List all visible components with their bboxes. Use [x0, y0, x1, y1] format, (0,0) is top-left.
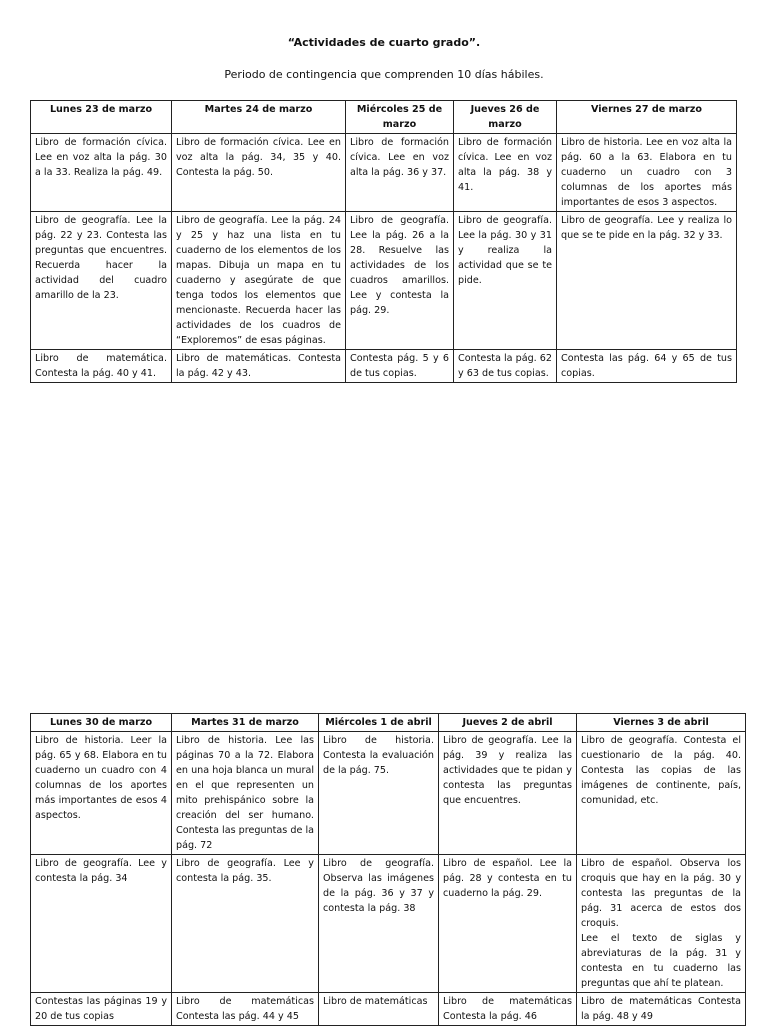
activity-cell: Contesta la pág. 62 y 63 de tus copias. [454, 350, 557, 383]
day-header: Jueves 26 de marzo [454, 101, 557, 134]
table-row [31, 993, 746, 1026]
activity-cell: Libro de geografía. Lee y contesta la pág. 35. [172, 855, 319, 993]
table-row [31, 212, 737, 350]
day-header: Miércoles 25 de marzo [346, 101, 454, 134]
activity-cell: Libro de geografía. Lee y contesta la pág. 34 [31, 855, 172, 993]
activity-cell: Libro de matemáticas Contesta las pág. 44 y 45 [172, 993, 319, 1026]
activity-cell: Libro de geografía. Lee la pág. 30 y 31 y realiza la actividad que se te pide. [454, 212, 557, 350]
activity-cell: Libro de geografía. Contesta el cuestionario de la pág. 40. Contesta las copias de las imágenes de continente, país, comunidad, etc. [577, 732, 746, 855]
activity-cell: Libro de historia. Lee en voz alta la pág. 60 a la 63. Elabora en tu cuaderno un cuadro con 3 columnas de los aportes más importantes de esos 3 aspectos. [557, 134, 737, 212]
activity-cell: Libro de geografía. Lee la pág. 39 y realiza las actividades que te pidan y contesta las preguntas que encuentres. [439, 732, 577, 855]
document-subtitle: Periodo de contingencia que comprenden 10 días hábiles. [224, 68, 544, 81]
day-header: Viernes 27 de marzo [557, 101, 737, 134]
schedule-table-week-1 [30, 100, 737, 383]
activity-cell: Libro de formación cívica. Lee en voz alta la pág. 30 a la 33. Realiza la pág. 49. [31, 134, 172, 212]
day-header: Jueves 2 de abril [439, 714, 577, 732]
header-row [31, 714, 746, 732]
activity-cell: Libro de formación cívica. Lee en voz alta la pág. 34, 35 y 40. Contesta la pág. 50. [172, 134, 346, 212]
activity-cell: Libro de español. Lee la pág. 28 y contesta en tu cuaderno la pág. 29. [439, 855, 577, 993]
activity-cell: Libro de geografía. Observa las imágenes de la pág. 36 y 37 y contesta la pág. 38 [319, 855, 439, 993]
activity-cell: Libro de geografía. Lee la pág. 24 y 25 y haz una lista en tu cuaderno de los elementos de los mapas. Dibuja un mapa en tu cuaderno y asegúrate de que tenga todos los elementos que mencionaste. Recuerda hacer las actividades de los cuadros de “Exploremos” de esas páginas. [172, 212, 346, 350]
day-header: Miércoles 1 de abril [319, 714, 439, 732]
activity-cell: Libro de matemática. Contesta la pág. 40 y 41. [31, 350, 172, 383]
activity-cell: Libro de historia. Contesta la evaluación de la pág. 75. [319, 732, 439, 855]
day-header: Martes 24 de marzo [172, 101, 346, 134]
activity-cell: Libro de historia. Lee las páginas 70 a la 72. Elabora en una hoja blanca un mural en el que representen un mito prehispánico sobre la creación del ser humano. Contesta las preguntas de la pág. 72 [172, 732, 319, 855]
activity-cell: Libro de matemáticas Contesta la pág. 46 [439, 993, 577, 1026]
document-title: “Actividades de cuarto grado”. [287, 36, 481, 49]
activity-cell: Libro de matemáticas Contesta la pág. 48 y 49 [577, 993, 746, 1026]
table-row [31, 732, 746, 855]
schedule-table-week-2 [30, 713, 746, 1026]
table-row [31, 855, 746, 993]
activity-cell: Libro de español. Observa los croquis que hay en la pág. 30 y contesta las preguntas de la pág. 31 acerca de estos dos croquis. Lee el texto de siglas y abreviaturas de la pág. 31 y contesta en tu cuaderno las preguntas que ahí te platean. [577, 855, 746, 993]
activity-cell: Contesta las pág. 64 y 65 de tus copias. [557, 350, 737, 383]
day-header: Viernes 3 de abril [577, 714, 746, 732]
activity-cell: Contesta pág. 5 y 6 de tus copias. [346, 350, 454, 383]
activity-cell: Libro de matemáticas [319, 993, 439, 1026]
table-row [31, 350, 737, 383]
day-header: Lunes 23 de marzo [31, 101, 172, 134]
table-row [31, 134, 737, 212]
activity-cell: Libro de historia. Leer la pág. 65 y 68. Elabora en tu cuaderno un cuadro con 4 columnas de los aportes más importantes de esos 4 aspectos. [31, 732, 172, 855]
activity-cell: Contestas las páginas 19 y 20 de tus copias [31, 993, 172, 1026]
activity-cell: Libro de geografía. Lee y realiza lo que se te pide en la pág. 32 y 33. [557, 212, 737, 350]
activity-cell: Libro de geografía. Lee la pág. 26 a la 28. Resuelve las actividades de los cuadros amarillos. Lee y contesta la pág. 29. [346, 212, 454, 350]
activity-cell: Libro de formación cívica. Lee en voz alta la pág. 36 y 37. [346, 134, 454, 212]
activity-cell: Libro de formación cívica. Lee en voz alta la pág. 38 y 41. [454, 134, 557, 212]
activity-cell: Libro de geografía. Lee la pág. 22 y 23. Contesta las preguntas que encuentres. Recuerda hacer la actividad del cuadro amarillo de la 23. [31, 212, 172, 350]
header-row [31, 101, 737, 134]
activity-cell: Libro de matemáticas. Contesta la pág. 42 y 43. [172, 350, 346, 383]
day-header: Lunes 30 de marzo [31, 714, 172, 732]
day-header: Martes 31 de marzo [172, 714, 319, 732]
